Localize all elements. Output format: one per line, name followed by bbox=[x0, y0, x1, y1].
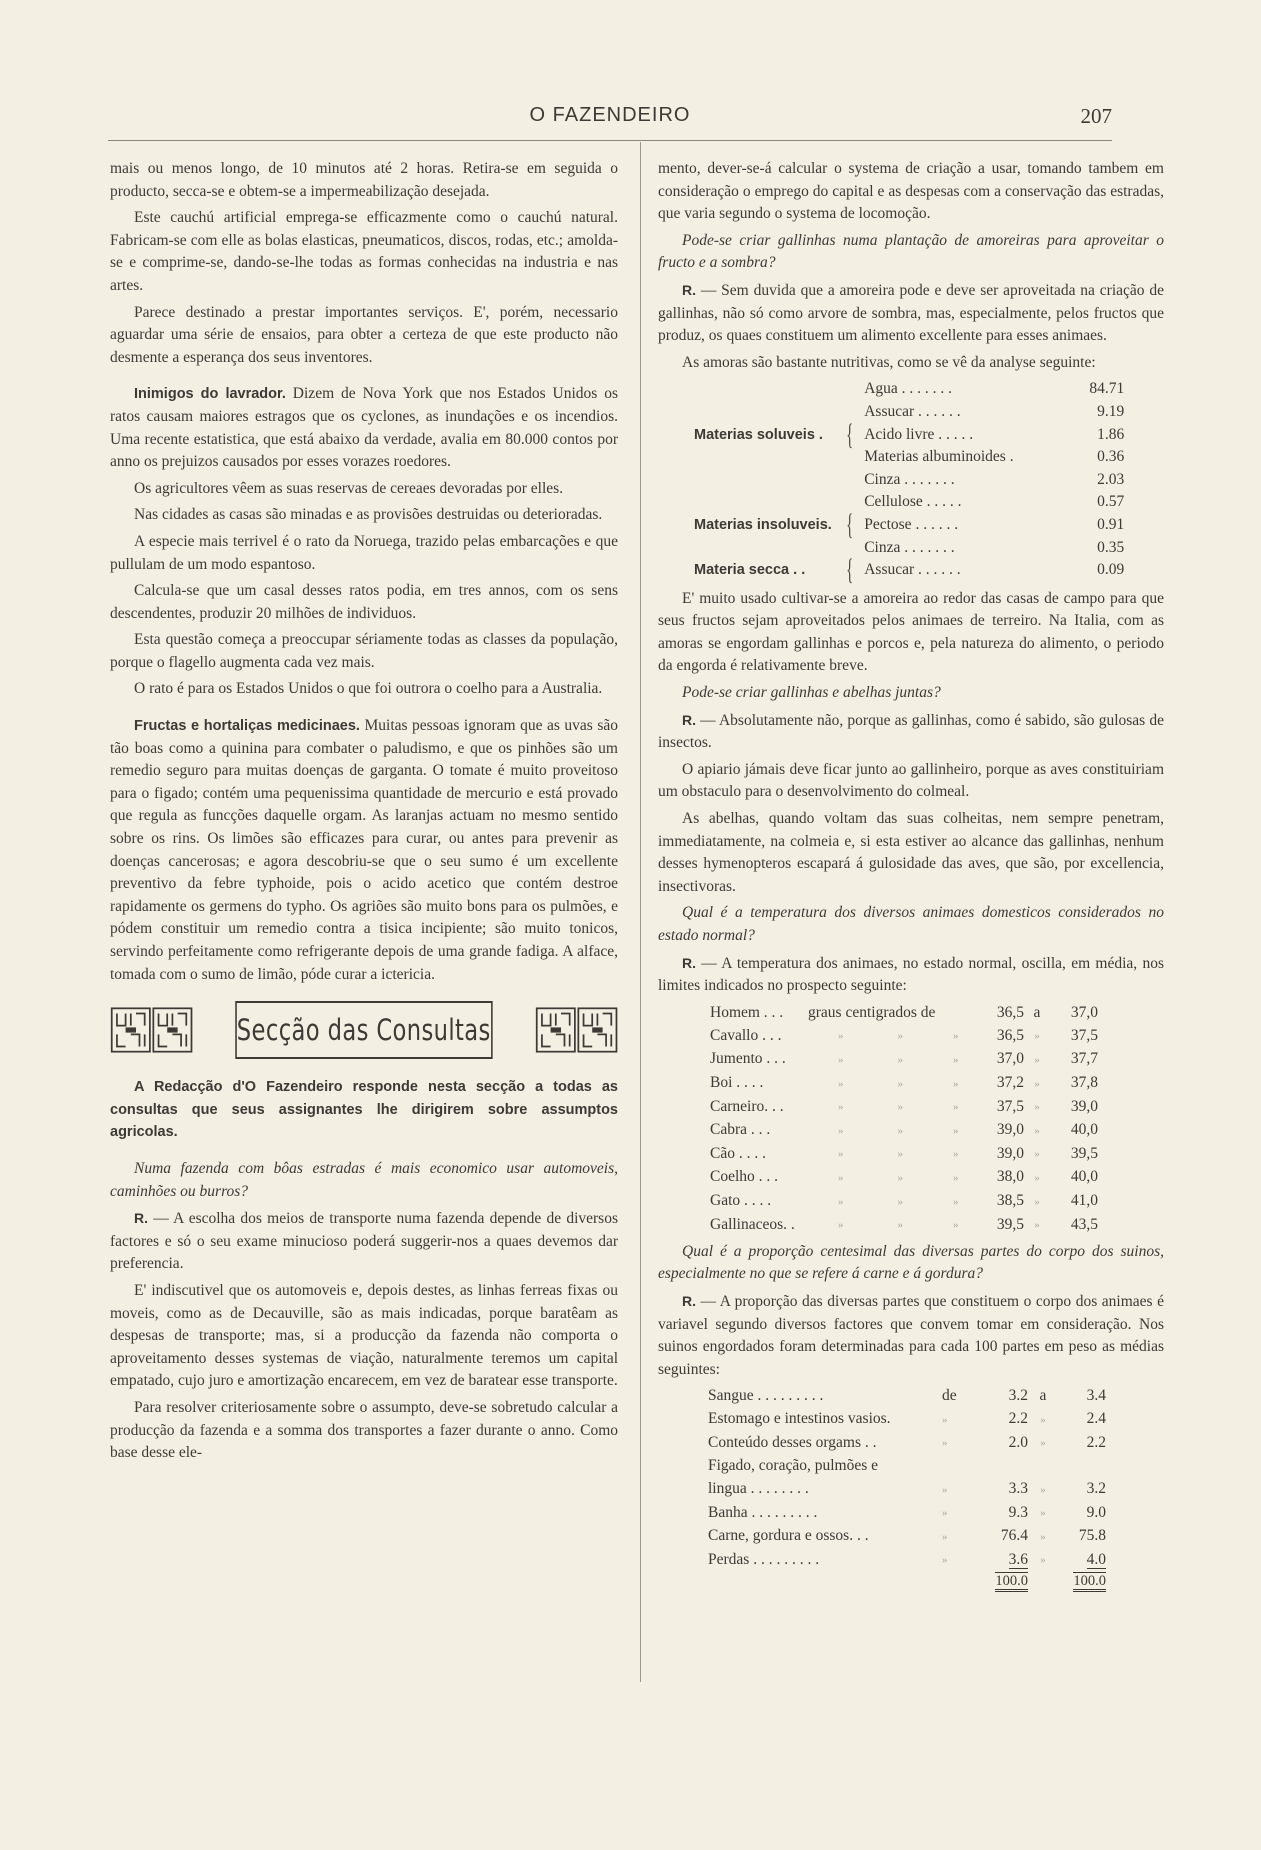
item-value: 0.36 bbox=[1097, 448, 1125, 466]
value-to bbox=[1058, 1455, 1106, 1478]
paragraph: Parece destinado a prestar importantes serviços. E', porém, necessario aguardar uma série de ensaios, para obter a certeza de que este producto não desmente a esperança dos seus inventores. bbox=[110, 303, 618, 366]
answer-mark: R. bbox=[682, 281, 696, 298]
item-name: Materias albuminoides . bbox=[864, 448, 1014, 466]
temp-from: 37,5 bbox=[996, 1097, 1024, 1115]
ornament-icon bbox=[535, 1002, 618, 1058]
table-row bbox=[708, 1501, 1106, 1525]
section-banner bbox=[110, 1002, 618, 1058]
animal-name: Gato . . . . bbox=[710, 1192, 772, 1210]
paragraph: As abelhas, quando voltam das suas colheitas, nem sempre penetram, immediatamente, na colmeia e, si esta estiver ao alcance das gallinhas, nenhum desses hymenopteros escapará á gulosidade das aves, que são, por excellencia, insectivoras. bbox=[658, 810, 1164, 895]
range-separator: » bbox=[1040, 1507, 1046, 1520]
table-row bbox=[710, 1190, 1098, 1214]
total-row bbox=[708, 1572, 1106, 1590]
brace: { bbox=[845, 417, 854, 451]
temp-from: 39,0 bbox=[996, 1121, 1024, 1139]
paragraph-text: — Absolutamente não, porque as gallinhas, como é sabido, são gulosas de insectos. bbox=[658, 711, 1164, 752]
table-row bbox=[708, 1548, 1106, 1572]
paragraph: mais ou menos longo, de 10 minutos até 2 horas. Retira-se em seguida o producto, secca-se e obtem-se a impermeabilização desejada. bbox=[110, 160, 618, 200]
value-to: 75.8 bbox=[1078, 1527, 1106, 1545]
range-separator: » bbox=[1034, 1030, 1040, 1043]
brace: { bbox=[845, 508, 854, 542]
ornament-icon bbox=[110, 1002, 193, 1058]
item-name: Acido livre . . . . . bbox=[864, 425, 974, 443]
value-from: 76.4 bbox=[1000, 1527, 1028, 1545]
mulberry-analysis-table bbox=[694, 378, 1125, 587]
left-column bbox=[110, 158, 618, 1469]
range-separator: a bbox=[1033, 1003, 1041, 1021]
unit-label: » » » bbox=[838, 1171, 959, 1184]
table-row bbox=[694, 559, 1124, 582]
answer-mark: R. bbox=[682, 954, 696, 971]
part-name: Conteúdo desses orgams . . bbox=[708, 1433, 877, 1451]
temp-from: 36,5 bbox=[996, 1003, 1024, 1021]
from-word: » bbox=[942, 1554, 948, 1567]
item-value: 2.03 bbox=[1097, 470, 1125, 488]
temp-from: 37,0 bbox=[996, 1050, 1024, 1068]
question: Qual é a temperatura dos diversos animaes domesticos considerados no estado normal? bbox=[658, 904, 1164, 944]
table-row bbox=[694, 378, 1124, 401]
paragraph: Esta questão começa a preoccupar sériamente todas as classes da população, porque o flagello augmenta cada vez mais. bbox=[110, 631, 618, 671]
article-rats bbox=[110, 383, 618, 473]
range-separator: a bbox=[1039, 1387, 1047, 1405]
from-word: » bbox=[942, 1530, 948, 1543]
range-separator bbox=[1028, 1455, 1058, 1478]
temp-from: 36,5 bbox=[996, 1026, 1024, 1044]
total-from: 100.0 bbox=[962, 1572, 1028, 1590]
temp-from: 38,0 bbox=[996, 1168, 1024, 1186]
row-group-label: Materia secca . . bbox=[694, 562, 806, 579]
answer bbox=[658, 952, 1164, 998]
temp-from: 37,2 bbox=[996, 1074, 1024, 1092]
section-heading: Fructas e hortaliças medicinaes. bbox=[134, 718, 360, 735]
question: Qual é a proporção centesimal das diversas partes do corpo dos suinos, especialmente no que se refere á carne e á gordura? bbox=[658, 1242, 1164, 1283]
header-rule bbox=[108, 140, 1112, 141]
value-to: 9.0 bbox=[1086, 1503, 1106, 1521]
part-name: Carne, gordura e ossos. . . bbox=[708, 1527, 869, 1545]
paragraph: E' indiscutivel que os automoveis e, depois destes, as linhas ferreas fixas ou moveis, como as de Decauville, são as mais indicadas, porque baratêam as despesas de transporte; mas, si a producção da fazenda não comporta o aproveitamento desses systemas de viação, naturalmente teremos um capital empatado, cujo juro e amortização encarecem, em vez de baratear esse transporte. bbox=[110, 1281, 618, 1390]
range-separator: » bbox=[1034, 1077, 1040, 1090]
answer bbox=[110, 1207, 618, 1276]
item-name: Agua . . . . . . . bbox=[864, 380, 953, 398]
value-to: 2.4 bbox=[1086, 1410, 1106, 1428]
table-row bbox=[710, 1072, 1098, 1096]
value-from: 3.3 bbox=[1008, 1480, 1028, 1498]
item-name: Assucar . . . . . . bbox=[864, 561, 961, 579]
swine-proportion-table bbox=[708, 1385, 1106, 1590]
value-from: 9.3 bbox=[1008, 1503, 1028, 1521]
answer bbox=[658, 279, 1164, 348]
range-separator: » bbox=[1034, 1124, 1040, 1137]
range-separator: » bbox=[1040, 1530, 1046, 1543]
value-to: 4.0 bbox=[1086, 1550, 1106, 1568]
part-name: Figado, coração, pulmões e bbox=[708, 1457, 879, 1475]
from-word: » bbox=[942, 1413, 948, 1426]
item-value: 0.09 bbox=[1097, 561, 1125, 579]
brace: { bbox=[845, 553, 854, 587]
answer bbox=[658, 1290, 1164, 1381]
column-rule bbox=[640, 142, 641, 1682]
answer-mark: R. bbox=[682, 1292, 696, 1309]
temp-from: 38,5 bbox=[996, 1192, 1024, 1210]
table-row bbox=[708, 1525, 1106, 1549]
from-word: » bbox=[942, 1437, 948, 1450]
question: Pode-se criar gallinhas e abelhas juntas? bbox=[682, 684, 941, 702]
unit-label: » » » bbox=[838, 1077, 959, 1090]
table-row bbox=[710, 1095, 1098, 1119]
value-from: 2.0 bbox=[1008, 1433, 1028, 1451]
temp-to: 37,8 bbox=[1070, 1074, 1098, 1092]
from-word: » bbox=[942, 1507, 948, 1520]
part-name: Banha . . . . . . . . . bbox=[708, 1503, 818, 1521]
table-row bbox=[708, 1385, 1106, 1408]
paragraph: Nas cidades as casas são minadas e as provisões destruidas ou deterioradas. bbox=[134, 506, 603, 524]
animal-name: Cavallo . . . bbox=[710, 1026, 782, 1044]
paragraph-text: — Sem duvida que a amoreira pode e deve ser aproveitada na criação de gallinhas, não só como arvore de sombra, mas, especialmente, pelos fructos que produz, os quaes constituem um alimento excellente para esses animaes. bbox=[658, 281, 1164, 345]
answer bbox=[658, 709, 1164, 755]
part-name: Sangue . . . . . . . . . bbox=[708, 1387, 824, 1405]
range-separator: » bbox=[1034, 1219, 1040, 1232]
table-row bbox=[708, 1431, 1106, 1455]
table-row bbox=[710, 1213, 1098, 1237]
animal-name: Jumento . . . bbox=[710, 1050, 786, 1068]
table-row bbox=[710, 1002, 1098, 1025]
animal-name: Carneiro. . . bbox=[710, 1097, 784, 1115]
part-name: Estomago e intestinos vasios. bbox=[708, 1410, 891, 1428]
item-name: Cellulose . . . . . bbox=[864, 493, 962, 511]
temp-to: 37,5 bbox=[1070, 1026, 1098, 1044]
paragraph-text: — A proporção das diversas partes que constituem o corpo dos animaes é variavel segundo diversos factores que convem tomar em consideração. Nos suinos engordados foram determinadas para cada 100 partes em peso as médias seguintes: bbox=[658, 1292, 1164, 1378]
value-to: 3.4 bbox=[1086, 1387, 1106, 1405]
table-row bbox=[710, 1024, 1098, 1048]
from-word: de bbox=[942, 1387, 957, 1405]
paragraph: As amoras são bastante nutritivas, como se vê da analyse seguinte: bbox=[682, 353, 1096, 371]
temp-to: 40,0 bbox=[1070, 1168, 1098, 1186]
unit-label: » » » bbox=[838, 1148, 959, 1161]
answer-mark: R. bbox=[134, 1210, 148, 1227]
page-number: 207 bbox=[1080, 104, 1112, 128]
table-row bbox=[710, 1166, 1098, 1190]
value-to: 2.2 bbox=[1086, 1433, 1106, 1451]
paragraph: Para resolver criteriosamente sobre o assumpto, deve-se sobretudo calcular a producção da fazenda e a somma dos transportes a fazer durante o anno. Como base desse ele- bbox=[110, 1398, 618, 1462]
value-from: 2.2 bbox=[1008, 1410, 1028, 1428]
paragraph: mento, dever-se-á calcular o systema de criação a usar, tomando tambem em consideração o emprego do capital e as despesas com a conservação das estradas, que varia segundo o systema de locomoção. bbox=[658, 160, 1164, 223]
part-name: lingua . . . . . . . . bbox=[708, 1480, 809, 1498]
temp-to: 37,0 bbox=[1070, 1003, 1098, 1021]
unit-label: » » » bbox=[838, 1053, 959, 1066]
temp-to: 40,0 bbox=[1070, 1121, 1098, 1139]
unit-label: » » » bbox=[838, 1124, 959, 1137]
right-column bbox=[658, 158, 1164, 1590]
article-medicinal bbox=[110, 715, 618, 986]
paragraph-text: — A temperatura dos animaes, no estado normal, oscilla, em média, nos limites indicados no prospecto seguinte: bbox=[658, 954, 1164, 995]
from-word: » bbox=[942, 1483, 948, 1496]
temp-from: 39,0 bbox=[996, 1144, 1024, 1162]
temperature-table bbox=[710, 1002, 1098, 1237]
row-group-label: Materias insoluveis. bbox=[694, 516, 832, 533]
animal-name: Coelho . . . bbox=[710, 1168, 779, 1186]
range-separator: » bbox=[1034, 1148, 1040, 1161]
page-header bbox=[108, 104, 1112, 136]
section-intro: A Redacção d'O Fazendeiro responde nesta secção a todas as consultas que seus assignantes lhe dirigirem sobre assumptos agricolas. bbox=[110, 1079, 618, 1141]
item-value: 0.91 bbox=[1097, 515, 1125, 533]
part-name: Perdas . . . . . . . . . bbox=[708, 1550, 820, 1568]
temp-to: 37,7 bbox=[1070, 1050, 1098, 1068]
section-heading: Inimigos do lavrador. bbox=[134, 386, 286, 403]
item-value: 1.86 bbox=[1097, 425, 1125, 443]
range-separator: » bbox=[1034, 1195, 1040, 1208]
animal-name: Boi . . . . bbox=[710, 1074, 764, 1092]
paragraph-text: — A escolha dos meios de transporte numa fazenda depende de diversos factores e só o seu exame minucioso poderá suggerir-nos a quaes devemos dar preferencia. bbox=[110, 1210, 618, 1273]
temp-to: 43,5 bbox=[1070, 1215, 1098, 1233]
answer-mark: R. bbox=[682, 711, 696, 728]
range-separator: » bbox=[1040, 1437, 1046, 1450]
temp-to: 39,0 bbox=[1070, 1097, 1098, 1115]
temp-from: 39,5 bbox=[996, 1215, 1024, 1233]
table-row bbox=[708, 1455, 1106, 1478]
item-name: Cinza . . . . . . . bbox=[864, 470, 955, 488]
animal-name: Homem . . . bbox=[710, 1003, 784, 1021]
banner-title: Secção das Consultas bbox=[235, 1001, 492, 1059]
question: Numa fazenda com bôas estradas é mais economico usar automoveis, caminhões ou burros? bbox=[110, 1159, 618, 1200]
value-from: 3.2 bbox=[1008, 1387, 1028, 1405]
paragraph: E' muito usado cultivar-se a amoreira ao redor das casas de campo para que seus fructos sejam aproveitados pelos animaes de terreiro. Na Italia, com as amoras se engordam gallinhas e porcos e, pela natureza do alimento, o periodo da engorda é relativamente breve. bbox=[658, 589, 1164, 675]
total-to: 100.0 bbox=[1058, 1572, 1106, 1590]
temp-to: 39,5 bbox=[1070, 1144, 1098, 1162]
unit-label: » » » bbox=[838, 1219, 959, 1232]
item-name: Assucar . . . . . . bbox=[864, 402, 961, 420]
question: Pode-se criar gallinhas numa plantação de amoreiras para aproveitar o fructo e a sombra? bbox=[658, 231, 1164, 272]
range-separator: » bbox=[1034, 1101, 1040, 1114]
item-value: 84.71 bbox=[1089, 380, 1125, 398]
animal-name: Cão . . . . bbox=[710, 1144, 766, 1162]
item-value: 0.35 bbox=[1097, 538, 1125, 556]
unit-label: graus centigrados de bbox=[808, 1003, 936, 1021]
paragraph: Este cauchú artificial emprega-se efficazmente como o cauchú natural. Fabricam-se com elle as bolas elasticas, pneumaticos, discos, rodas, etc.; amolda-se e comprime-se, dando-se-lhe todas as formas conhecidas na industria e nas artes. bbox=[110, 209, 618, 294]
range-separator: » bbox=[1040, 1483, 1046, 1496]
unit-label: » » » bbox=[838, 1030, 959, 1043]
unit-label: » » » bbox=[838, 1101, 959, 1114]
table-row bbox=[708, 1408, 1106, 1432]
range-separator: » bbox=[1034, 1171, 1040, 1184]
item-value: 9.19 bbox=[1097, 402, 1125, 420]
paragraph: O apiario jámais deve ficar junto ao gallinheiro, porque as aves constituiriam um obstaculo para o desenvolvimento do colmeal. bbox=[658, 760, 1164, 801]
unit-label: » » » bbox=[838, 1195, 959, 1208]
paragraph: O rato é para os Estados Unidos o que foi outrora o coelho para a Australia. bbox=[134, 680, 603, 698]
table-row bbox=[710, 1119, 1098, 1143]
paragraph: A especie mais terrivel é o rato da Noruega, trazido pelas embarcações e que pullulam de um modo espantoso. bbox=[110, 532, 618, 573]
value-to: 3.2 bbox=[1086, 1480, 1106, 1498]
value-from: 3.6 bbox=[1008, 1550, 1028, 1568]
table-row bbox=[710, 1048, 1098, 1072]
range-separator: » bbox=[1034, 1053, 1040, 1066]
animal-name: Gallinaceos. . bbox=[710, 1215, 795, 1233]
from-word bbox=[942, 1455, 962, 1478]
paragraph: Calcula-se que um casal desses ratos podia, em tres annos, com os sens descendentes, produzir 20 milhões de individuos. bbox=[110, 582, 618, 622]
table-row bbox=[710, 1142, 1098, 1166]
paragraph-text: Muitas pessoas ignoram que as uvas são tão boas como a quinina para combater o paludismo, e que os pinhões são um remedio seguro para muitas doenças de garganta. O tomate é muito proveitoso para o figado; contém uma pequenissima quantidade de mercurio e está provado que regula as funcções daquelle orgam. As laranjas actuam no mesmo sentido sobre os rins. Os limões são efficazes para curar, ou antes para prevenir as doenças cancerosas; e agora descobriu-se que o seu sumo é um excellente preventivo da febre typhoide, pois o acido acetico que contém destroe rapidamente os germens do typho. Os agriões são muito bons para os pulmões, e pódem constituir um remedio contra a tisica incipiente; são muito tonicos, servindo perfeitamente como refrigerante depois de uma grande fadiga. A alface, tomada com o sumo de limão, póde curar a ictericia. bbox=[110, 717, 618, 983]
animal-name: Cabra . . . bbox=[710, 1121, 771, 1139]
journal-title: O FAZENDEIRO bbox=[529, 104, 691, 126]
range-separator: » bbox=[1040, 1413, 1046, 1426]
item-value: 0.57 bbox=[1097, 493, 1125, 511]
paragraph-text: Dizem de Nova York que nos Estados Unidos os ratos causam maiores estragos que os cyclones, as inundações e os incendios. Uma recente estatistica, que está abaixo da verdade, avalia em 80.000 contos por anno os prejuizos causados por esses vorazes roedores. bbox=[110, 385, 618, 471]
temp-to: 41,0 bbox=[1070, 1192, 1098, 1210]
item-name: Pectose . . . . . . bbox=[864, 515, 959, 533]
row-group-label: Materias soluveis . bbox=[694, 426, 823, 443]
paragraph: Os agricultores vêem as suas reservas de cereaes devoradas por elles. bbox=[134, 479, 564, 497]
item-name: Cinza . . . . . . . bbox=[864, 538, 955, 556]
table-row bbox=[708, 1478, 1106, 1502]
table-row bbox=[694, 491, 1124, 514]
range-separator: » bbox=[1040, 1554, 1046, 1567]
value-from bbox=[962, 1455, 1028, 1478]
